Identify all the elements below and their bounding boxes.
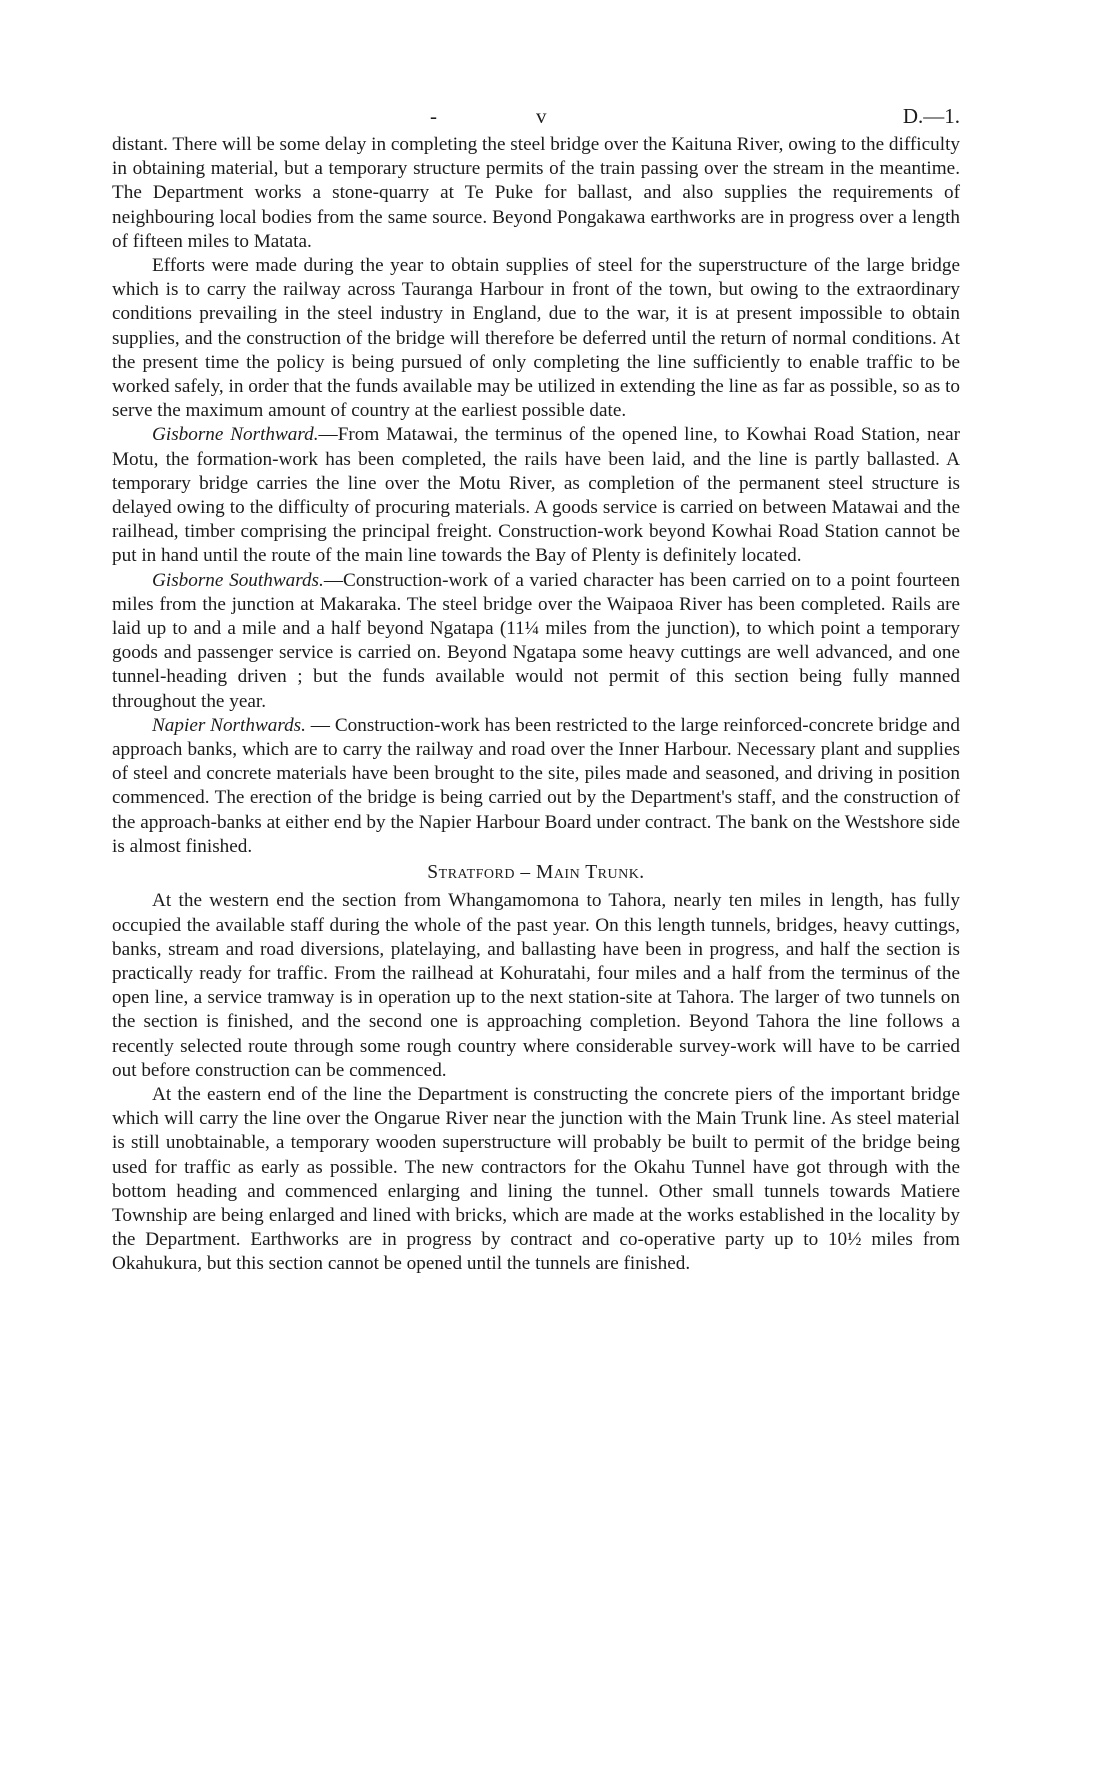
page-header bbox=[112, 104, 960, 130]
paragraph-text: —From Matawai, the terminus of the opened line, to Kowhai Road Station, near Motu, the formation-work has been completed, the rails have been laid, and the line is partly ballasted. A temporary bridge carries the line over the Motu River, as completion of the permanent steel structure is delayed owing to the difficulty of procuring materials. A goods service is carried on between Matawai and the railhead, timber comprising the principal freight. Construction-work beyond Kowhai Road Station cannot be put in hand until the route of the main line towards the Bay of Plenty is definitely located. bbox=[112, 424, 960, 567]
paragraph-tauranga-bridge bbox=[112, 254, 960, 423]
paragraph-text: At the western end the section from Whangamomona to Tahora, nearly ten miles in length, has fully occupied the available staff during the whole of the past year. On this length tunnels, bridges, heavy cuttings, banks, stream and road diversions, platelaying, and ballasting have been in progress, and half the section is practically ready for traffic. From the railhead at Kohuratahi, four miles and a half from the terminus of the open line, a service tramway is in operation up to the next station-site at Tahora. The larger of two tunnels on the section is finished, and the second one is approaching completion. Beyond Tahora the line follows a recently selected route through some rough country where considerable survey-work will have to be carried out before construction can be commenced. bbox=[112, 890, 960, 1081]
paragraph-text: At the eastern end of the line the Department is constructing the concrete piers of the important bridge which will carry the line over the Ongarue River near the junction with the Main Trunk line. As steel material is still unobtainable, a temporary wooden superstructure will probably be built to permit of the bridge being used for traffic as early as possible. The new contractors for the Okahu Tunnel have got through with the bottom heading and commenced enlarging and lining the tunnel. Other small tunnels towards Matiere Township are being enlarged and lined with bricks, which are made at the works established in the locality by the Department. Earthworks are in progress by contract and co-operative party up to 10½ miles from Okahukura, but this section cannot be opened until the tunnels are finished. bbox=[112, 1083, 960, 1275]
page-number: v bbox=[536, 104, 547, 128]
page-body bbox=[112, 133, 960, 1277]
paragraph-gisborne-northward bbox=[112, 423, 960, 568]
paragraph-eastern-end bbox=[112, 1083, 960, 1277]
paragraph-napier-northwards bbox=[112, 714, 960, 859]
paragraph-western-end bbox=[112, 889, 960, 1083]
document-reference: D.—1. bbox=[902, 104, 960, 128]
paragraph-lead-heading: Gisborne Southwards. bbox=[152, 569, 324, 591]
paragraph-text: — Construction-work has been restricted to the large reinforced-concrete bridge and approach banks, which are to carry the railway and road over the Inner Harbour. Necessary plant and supplies of steel and concrete materials have been brought to the site, piles made and seasoned, and driving in position commenced. The erection of the bridge is being carried out by the Department's staff, and the construction of the approach-banks at either end by the Napier Harbour Board under contract. The bank on the Westshore side is almost finished. bbox=[112, 714, 960, 857]
paragraph-text: —Construction-work of a varied character has been carried on to a point fourteen miles from the junction at Makaraka. The steel bridge over the Waipaoa River has been completed. Rails are laid up to and a mile and a half beyond Ngatapa (11¼ miles from the junction), to which point a temporary goods and passenger service is carried on. Beyond Ngatapa some heavy cuttings are well advanced, and one tunnel-heading driven ; but the funds available would not permit of this section being fully manned throughout the year. bbox=[112, 569, 960, 712]
paragraph-continued bbox=[112, 133, 960, 254]
paragraph-lead-heading: Gisborne Northward. bbox=[152, 424, 319, 446]
paragraph-gisborne-southwards bbox=[112, 569, 960, 714]
header-dash: - bbox=[430, 104, 437, 128]
paragraph-text: distant. There will be some delay in completing the steel bridge over the Kaituna River, owing to the difficulty in obtaining material, but a temporary structure permits of the train passing over the stream in the meantime. The Department works a stone-quarry at Te Puke for ballast, and also supplies the requirements of neighbouring local bodies from the same source. Beyond Pongakawa earthworks are in progress over a length of fifteen miles to Matata. bbox=[112, 134, 960, 252]
section-heading: Stratford – Main Trunk. bbox=[427, 862, 645, 884]
paragraph-lead-heading: Napier Northwards. bbox=[152, 714, 306, 736]
paragraph-text: Efforts were made during the year to obtain supplies of steel for the superstructure of the large bridge which is to carry the railway across Tauranga Harbour in front of the town, but owing to the extraordinary conditions prevailing in the steel industry in England, due to the war, it is at present impossible to obtain supplies, and the construction of the bridge will therefore be deferred until the return of normal conditions. At the present time the policy is being pursued of only completing the line sufficiently to enable traffic to be worked safely, in order that the funds available may be utilized in extending the line as far as possible, so as to serve the maximum amount of country at the earliest possible date. bbox=[112, 255, 960, 422]
